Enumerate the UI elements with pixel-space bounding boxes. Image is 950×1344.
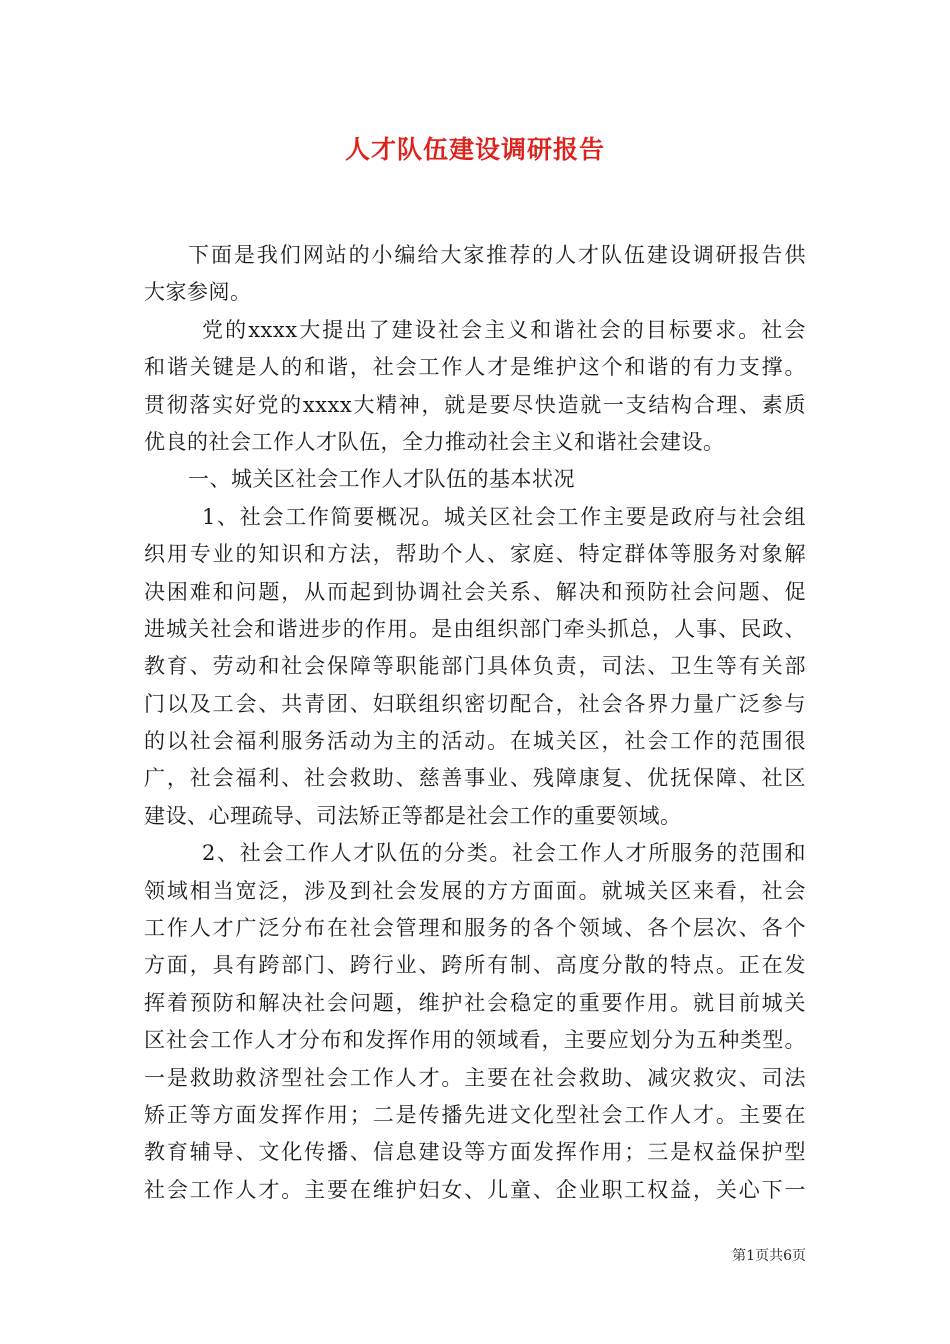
text-line: 教育辅导、文化传播、信息建设等方面发挥作用；三是权益保护型	[144, 1140, 806, 1165]
text-line: 门以及工会、共青团、妇联组织密切配合，社会各界力量广泛参与	[144, 691, 806, 716]
text-line: 决困难和问题，从而起到协调社会关系、解决和预防社会问题、促	[144, 579, 806, 604]
text-line: 下面是我们网站的小编给大家推荐的人才队伍建设调研报告供	[188, 243, 806, 267]
text-line: 和谐关键是人的和谐，社会工作人才是维护这个和谐的有力支撑。	[144, 355, 806, 380]
text-line: 优良的社会工作人才队伍，全力推动社会主义和谐社会建设。	[144, 429, 725, 454]
text-line: 方面，具有跨部门、跨行业、跨所有制、高度分散的特点。正在发	[144, 953, 806, 978]
text-line: 工作人才广泛分布在社会管理和服务的各个领域、各个层次、各个	[144, 916, 806, 941]
document-body	[144, 237, 806, 1209]
text-line: 区社会工作人才分布和发挥作用的领域看，主要应划分为五种类型。	[144, 1028, 806, 1053]
text-line: 党的xxxx大提出了建设社会主义和谐社会的目标要求。社会	[202, 317, 806, 342]
text-line: 大家参阅。	[144, 280, 252, 305]
text-line: 1、社会工作简要概况。城关区社会工作主要是政府与社会组	[202, 504, 806, 529]
page-number: 第1页共6页	[732, 1248, 806, 1264]
text-line: 矫正等方面发挥作用；二是传播先进文化型社会工作人才。主要在	[144, 1102, 806, 1127]
text-line: 织用专业的知识和方法，帮助个人、家庭、特定群体等服务对象解	[144, 542, 806, 567]
section-heading: 一、城关区社会工作人才队伍的基本状况	[188, 467, 575, 492]
text-line: 的以社会福利服务活动为主的活动。在城关区，社会工作的范围很	[144, 729, 806, 754]
text-line: 2、社会工作人才队伍的分类。社会工作人才所服务的范围和	[202, 841, 806, 866]
text-line: 挥着预防和解决社会问题，维护社会稳定的重要作用。就目前城关	[144, 990, 806, 1015]
text-line: 建设、心理疏导、司法矫正等都是社会工作的重要领域。	[144, 803, 682, 828]
text-line: 领域相当宽泛，涉及到社会发展的方方面面。就城关区来看，社会	[144, 878, 806, 903]
document-title: 人才队伍建设调研报告	[344, 135, 605, 164]
text-line: 社会工作人才。主要在维护妇女、儿童、企业职工权益，关心下一	[144, 1177, 806, 1202]
text-line: 贯彻落实好党的xxxx大精神，就是要尽快造就一支结构合理、素质	[144, 392, 806, 417]
text-line: 广，社会福利、社会救助、慈善事业、残障康复、优抚保障、社区	[144, 766, 806, 791]
text-line: 一是救助救济型社会工作人才。主要在社会救助、减灾救灾、司法	[144, 1065, 806, 1090]
text-line: 教育、劳动和社会保障等职能部门具体负责，司法、卫生等有关部	[144, 654, 806, 679]
text-line: 进城关社会和谐进步的作用。是由组织部门牵头抓总，人事、民政、	[144, 616, 806, 641]
